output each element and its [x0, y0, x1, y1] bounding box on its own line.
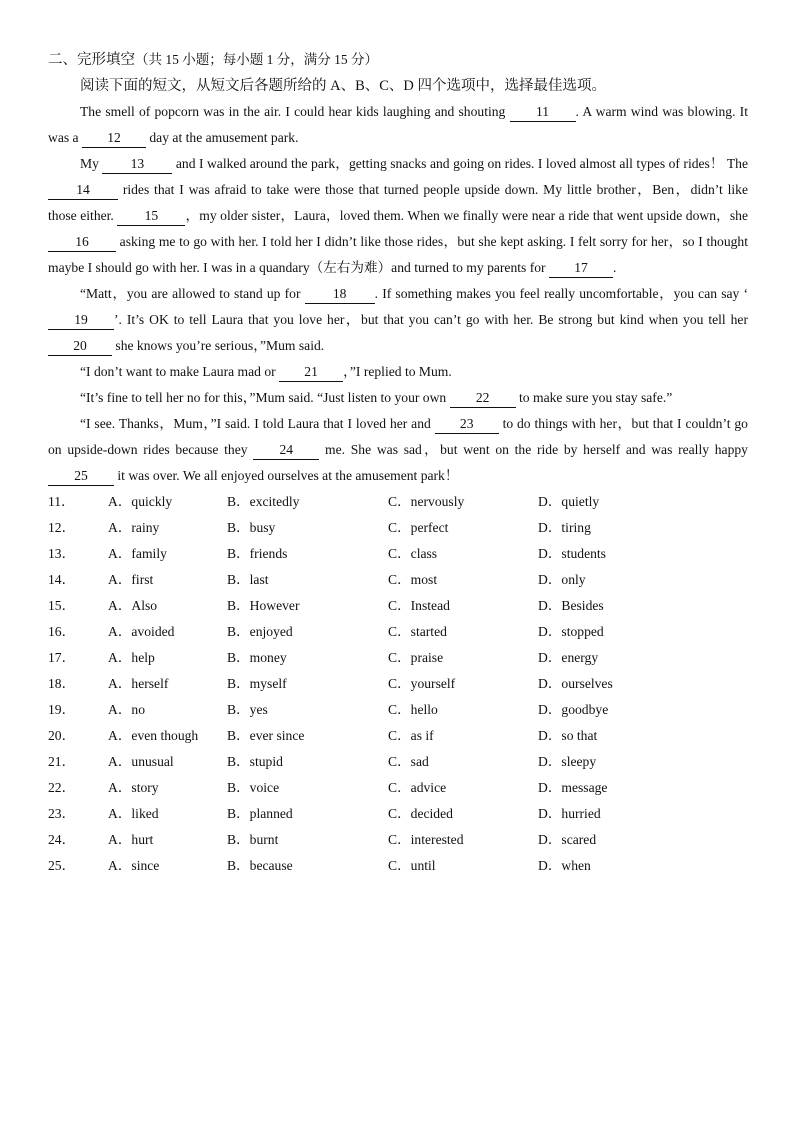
passage-text: asking me to go with her. I told her I didn’t like those rides，but she kept asking. I felt sorry for her，so I thought maybe I should go with her. I was in a quandary（左右为难）and turned to my parents for	[48, 234, 748, 275]
passage-text: it was over. We all enjoyed ourselves at the amusement park！	[114, 468, 459, 483]
passage-paragraph-3	[48, 281, 748, 359]
option-d: D．students	[538, 546, 606, 561]
passage-paragraph-1	[48, 99, 748, 151]
question-number: 22．	[48, 780, 76, 795]
option-c: C．yourself	[388, 676, 456, 691]
passage-paragraph-5	[48, 385, 748, 411]
option-c: C．nervously	[388, 494, 465, 509]
option-c: C．as if	[388, 728, 434, 743]
option-b: B．money	[227, 650, 287, 665]
blank-12: 12	[82, 129, 146, 148]
question-row	[48, 853, 748, 879]
section-score-note: （共 15 小题；每小题 1 分，满分 15 分）	[135, 52, 378, 67]
question-number: 21．	[48, 754, 76, 769]
question-row	[48, 827, 748, 853]
passage-text: The smell of popcorn was in the air. I could hear kids laughing and shouting	[80, 104, 510, 119]
option-c: C．decided	[388, 806, 453, 821]
option-b: B．last	[227, 572, 269, 587]
question-row	[48, 801, 748, 827]
passage-text: ’. It’s OK to tell Laura that you love her，but that you can’t go with her. Be strong but kind when you tell her	[114, 312, 748, 327]
option-a: A．since	[108, 858, 160, 873]
blank-15: 15	[117, 207, 185, 226]
question-number: 19．	[48, 702, 76, 717]
option-b: B．excitedly	[227, 494, 300, 509]
question-row	[48, 567, 748, 593]
passage-paragraph-2	[48, 151, 748, 281]
option-a: A．rainy	[108, 520, 160, 535]
option-b: B．voice	[227, 780, 280, 795]
blank-18: 18	[305, 285, 375, 304]
passage-paragraph-6	[48, 411, 748, 489]
option-a: A．quickly	[108, 494, 173, 509]
option-c: C．hello	[388, 702, 438, 717]
passage-text: ，my older sister，Laura，loved them. When we finally were near a ride that went upside down，she	[185, 208, 748, 223]
blank-17: 17	[549, 259, 613, 278]
passage-text: “It’s fine to tell her no for this，”Mum said. “Just listen to your own	[80, 390, 450, 405]
question-number: 14．	[48, 572, 76, 587]
blank-19: 19	[48, 311, 114, 330]
option-c: C．Instead	[388, 598, 450, 613]
blank-21: 21	[279, 363, 343, 382]
option-a: A．story	[108, 780, 159, 795]
option-c: C．class	[388, 546, 438, 561]
option-d: D．message	[538, 780, 608, 795]
option-d: D．Besides	[538, 598, 604, 613]
question-number: 17．	[48, 650, 76, 665]
option-d: D．tiring	[538, 520, 591, 535]
question-row	[48, 723, 748, 749]
option-a: A．herself	[108, 676, 169, 691]
cloze-passage	[48, 99, 748, 489]
question-row	[48, 593, 748, 619]
question-number: 16．	[48, 624, 76, 639]
option-b: B．yes	[227, 702, 268, 717]
blank-24: 24	[253, 441, 319, 460]
option-d: D．sleepy	[538, 754, 597, 769]
question-row	[48, 645, 748, 671]
option-d: D．quietly	[538, 494, 600, 509]
blank-20: 20	[48, 337, 112, 356]
option-a: A．help	[108, 650, 155, 665]
option-b: B．burnt	[227, 832, 279, 847]
option-d: D．scared	[538, 832, 597, 847]
section-instruction: 阅读下面的短文，从短文后各题所给的 A、B、C、D 四个选项中，选择最佳选项。	[80, 78, 607, 94]
option-d: D．so that	[538, 728, 598, 743]
passage-text: .	[612, 260, 617, 275]
option-b: B．myself	[227, 676, 287, 691]
option-b: B．stupid	[227, 754, 283, 769]
option-a: A．family	[108, 546, 167, 561]
passage-text: day at the amusement park.	[145, 130, 299, 145]
question-row	[48, 515, 748, 541]
option-c: C．until	[388, 858, 436, 873]
option-b: B．ever since	[227, 728, 305, 743]
option-a: A．liked	[108, 806, 159, 821]
passage-text: “I see. Thanks，Mum，”I said. I told Laura that I loved her and	[80, 416, 435, 431]
question-row	[48, 775, 748, 801]
blank-16: 16	[48, 233, 116, 252]
question-number: 25．	[48, 858, 76, 873]
option-b: B．enjoyed	[227, 624, 293, 639]
question-row	[48, 697, 748, 723]
option-d: D．when	[538, 858, 591, 873]
option-d: D．goodbye	[538, 702, 609, 717]
section-title: 二、完形填空	[48, 52, 135, 68]
passage-text: ，”I replied to Mum.	[343, 364, 452, 379]
option-b: B．busy	[227, 520, 276, 535]
question-number: 24．	[48, 832, 76, 847]
question-row	[48, 619, 748, 645]
passage-text: . A warm wind was blowing. It was a	[48, 104, 748, 145]
option-b: B．friends	[227, 546, 288, 561]
option-a: A．hurt	[108, 832, 154, 847]
option-b: B．because	[227, 858, 293, 873]
passage-text: she knows you’re serious，”Mum said.	[112, 338, 325, 353]
option-c: C．advice	[388, 780, 447, 795]
option-d: D．stopped	[538, 624, 604, 639]
question-row	[48, 489, 748, 515]
passage-paragraph-4	[48, 359, 748, 385]
option-a: A．no	[108, 702, 146, 717]
option-a: A．first	[108, 572, 154, 587]
option-a: A．unusual	[108, 754, 174, 769]
passage-text: My	[80, 156, 103, 171]
blank-22: 22	[450, 389, 516, 408]
passage-text: to make sure you stay safe.”	[515, 390, 673, 405]
passage-text: rides that I was afraid to take were those that turned people upside down. My little brother，Ben，didn’t like those either.	[48, 182, 748, 223]
exam-page	[48, 47, 748, 879]
passage-text: and I walked around the park，getting snacks and going on rides. I loved almost all types of rides！ The	[172, 156, 748, 171]
question-row	[48, 749, 748, 775]
question-number: 23．	[48, 806, 76, 821]
blank-23: 23	[435, 415, 499, 434]
blank-25: 25	[48, 467, 114, 486]
passage-text: “I don’t want to make Laura mad or	[80, 364, 280, 379]
question-row	[48, 541, 748, 567]
blank-13: 13	[102, 155, 172, 174]
option-d: D．energy	[538, 650, 599, 665]
passage-text: me. She was sad，but went on the ride by herself and was really happy	[319, 442, 748, 457]
option-b: B．However	[227, 598, 300, 613]
blank-14: 14	[48, 181, 118, 200]
question-number: 12．	[48, 520, 76, 535]
section-heading	[48, 47, 748, 73]
passage-text: “Matt，you are allowed to stand up for	[80, 286, 305, 301]
option-c: C．interested	[388, 832, 464, 847]
option-a: A．Also	[108, 598, 158, 613]
option-b: B．planned	[227, 806, 293, 821]
option-c: C．started	[388, 624, 447, 639]
option-c: C．sad	[388, 754, 429, 769]
question-number: 13．	[48, 546, 76, 561]
option-d: D．ourselves	[538, 676, 613, 691]
blank-11: 11	[510, 103, 576, 122]
question-number: 11．	[48, 494, 75, 509]
passage-text: . If something makes you feel really uncomfortable，you can say ‘	[374, 286, 748, 301]
question-number: 18．	[48, 676, 76, 691]
option-a: A．avoided	[108, 624, 175, 639]
option-c: C．perfect	[388, 520, 449, 535]
option-d: D．only	[538, 572, 586, 587]
answer-options	[48, 489, 748, 879]
passage-text: to do things with her，but that I couldn’t go on upside-down rides because they	[48, 416, 748, 457]
option-c: C．praise	[388, 650, 444, 665]
question-number: 15．	[48, 598, 76, 613]
option-c: C．most	[388, 572, 438, 587]
question-number: 20．	[48, 728, 76, 743]
option-a: A．even though	[108, 728, 199, 743]
option-d: D．hurried	[538, 806, 601, 821]
question-row	[48, 671, 748, 697]
